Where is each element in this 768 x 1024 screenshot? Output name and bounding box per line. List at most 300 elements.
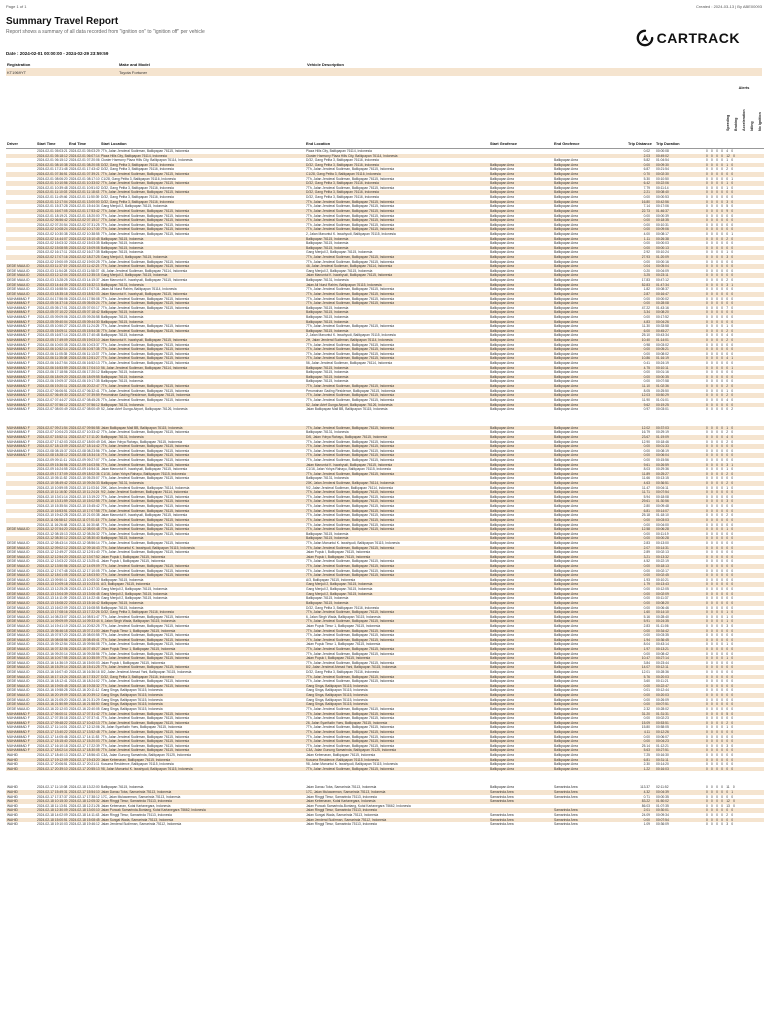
cell-trip-distance: 5.30: [643, 176, 650, 181]
cell-start-location: 7Th, Jalan Jenderal Sudirman, Balikpapan 76115, Indonesia: [101, 683, 190, 688]
alert-column: [748, 91, 756, 133]
cell-end-geofence: Balikpapan Area: [554, 660, 579, 665]
cell-start-location: Balikpapan 76131, Indonesia: [101, 481, 144, 486]
cell-alert-counts: 0 0 0 0 0 0: [706, 665, 734, 670]
cell-end-time: 2024-02-06 19:17:35: [69, 379, 100, 384]
cell-start-time: 2024-02-02 15:03:32: [37, 241, 68, 246]
cell-trip-distance: 4.00: [643, 231, 650, 236]
cell-end-geofence: Balikpapan Area: [554, 278, 579, 283]
cell-alert-counts: 0 0 0 0 0 0: [706, 559, 734, 564]
cell-start-geofence: Balikpapan Area: [490, 241, 515, 246]
cell-trip-duration: 00:07:54: [656, 490, 669, 495]
cell-end-time: 2024-02-15 08:45:41: [69, 637, 100, 642]
cell-end-time: 2024-02-14 08:51:47: [69, 614, 100, 619]
cell-trip-duration: 00:02:23: [656, 716, 669, 721]
cell-end-geofence: Balikpapan Area: [554, 176, 579, 181]
cell-trip-distance: 8.03: [643, 467, 650, 472]
cell-end-time: 2024-02-16 15:00:03: [69, 660, 100, 665]
cell-end-time: 2024-02-07 10:33:42: [69, 430, 100, 435]
cell-alert-counts: 0 0 0 0 1 0: [706, 388, 734, 393]
cell-start-time: 2024-02-02 06:56:42: [37, 218, 68, 223]
cell-end-location: D/32, Gang Pelita 3, Balikpapan 76116, Indonesia: [306, 158, 379, 163]
cell-trip-distance: 1.09: [643, 822, 650, 827]
cell-driver: MUHAMMAD F: [7, 324, 30, 329]
cell-trip-duration: 01:20:09: [656, 255, 669, 260]
cell-start-geofence: Balikpapan Area: [490, 670, 515, 675]
cell-end-location: 7Th, Jalan Jenderal Sudirman, Balikpapan 76115, Indonesia: [306, 619, 395, 624]
cell-end-location: 7Th, Jalan Jenderal Sudirman, Balikpapan 76115, Indonesia: [306, 425, 395, 430]
cell-start-time: 2024-02-15 08:08:56: [37, 637, 68, 642]
cell-start-location: C1/28, Gang Pelita 3, Balikpapan 76116, Indonesia: [101, 176, 176, 181]
cell-end-geofence: Balikpapan Area: [554, 531, 579, 536]
cell-driver: MUHAMMAD F: [7, 319, 30, 324]
table-row: [6, 767, 764, 772]
cell-trip-duration: 01:43:16: [656, 305, 669, 310]
cell-trip-duration: 00:00:53: [656, 195, 669, 200]
cell-end-geofence: Balikpapan Area: [554, 706, 579, 711]
cell-trip-duration: 00:11:21: [656, 679, 669, 684]
cell-start-location: Balikpapan 76115, Indonesia: [101, 241, 144, 246]
cell-start-location: Balikpapan 76131, Indonesia: [101, 434, 144, 439]
cell-end-time: 2024-02-10 05:25:07: [69, 476, 100, 481]
cell-driver: DEDE MAULID: [7, 527, 30, 532]
cell-start-location: Jalan Pupuk I, Balikpapan 76115, Indonesia: [101, 554, 166, 559]
cell-start-geofence: Balikpapan Area: [490, 679, 515, 684]
cell-end-time: 2024-02-05 07:00:17: [69, 305, 100, 310]
cell-trip-distance: 0.00: [643, 573, 650, 578]
cell-trip-distance: 0.00: [643, 347, 650, 352]
cell-start-geofence: Balikpapan Area: [490, 683, 515, 688]
cell-end-geofence: Balikpapan Area: [554, 218, 579, 223]
cell-trip-distance: 1.60: [643, 610, 650, 615]
cell-start-time: 2024-02-05 09:40:04: [37, 319, 68, 324]
cell-end-geofence: Balikpapan Area: [554, 587, 579, 592]
cell-start-location: 7Th, Jalan Jenderal Sudirman, Balikpapan 76115, Indonesia: [101, 149, 190, 153]
cell-end-location: 7Th, Jalan Jenderal Sudirman, Balikpapan 76115, Indonesia: [306, 628, 395, 633]
cell-alert-counts: 0 0 0 0 3 1: [706, 462, 734, 467]
cell-start-location: Balikpapan 76115, Indonesia: [101, 374, 144, 379]
cell-trip-duration: 00:00:03: [656, 241, 669, 246]
cell-end-location: Balikpapan 76115, Indonesia: [306, 305, 349, 310]
cell-driver: MUHAMMAD F: [7, 743, 30, 748]
cell-start-location: Gang Menjuli 2, Balikpapan 76115, Indonesia: [101, 273, 168, 278]
cell-start-location: 6, Jalan Singh Wada, Balikpapan 76115, Indonesia: [101, 619, 176, 624]
cell-start-geofence: Balikpapan Area: [490, 264, 515, 269]
cell-end-location: 7Th, Jalan Jenderal Sudirman, Balikpapan 76115, Indonesia: [306, 711, 395, 716]
cell-end-time: 2024-02-11 16:30:48: [69, 522, 100, 527]
cell-trip-distance: 2.89: [643, 550, 650, 555]
cell-start-time: 2024-02-01 05:18:12: [37, 153, 68, 158]
cell-end-geofence: Balikpapan Area: [554, 324, 579, 329]
cell-trip-duration: 00:04:11: [656, 485, 669, 490]
cell-start-geofence: Balikpapan Area: [490, 245, 515, 250]
cell-alert-counts: 0 0 0 0 1 0: [706, 162, 734, 167]
cell-alert-counts: 0 0 0 0 0 1: [706, 176, 734, 181]
cell-driver: WAHID: [7, 817, 18, 822]
cell-start-geofence: Samarinda Area: [490, 817, 514, 822]
cell-start-geofence: Balikpapan Area: [490, 725, 515, 730]
cell-trip-duration: 01:46:37: [656, 208, 669, 213]
cell-end-geofence: Balikpapan Area: [554, 250, 579, 255]
cell-end-geofence: Balikpapan Area: [554, 651, 579, 656]
cell-start-location: D/32, Gang Pelita 3, Balikpapan 76116, Indonesia: [101, 167, 174, 172]
cell-alert-counts: 0 0 0 0 2 0: [706, 337, 734, 342]
cell-start-location: 7Th, Jalan Jenderal Sudirman, Balikpapan 76115, Indonesia: [101, 637, 190, 642]
cell-end-geofence: Balikpapan Area: [554, 568, 579, 573]
cell-driver: WAHID: [7, 799, 18, 804]
cell-start-geofence: Balikpapan Area: [490, 642, 515, 647]
cell-driver: MUHAMMAD F: [7, 393, 30, 398]
cell-trip-duration: 00:13:15: [656, 476, 669, 481]
cell-end-location: 6, Jalan Singh Wada, Balikpapan 76115, Indonesia: [306, 614, 381, 619]
cell-start-geofence: Balikpapan Area: [490, 600, 515, 605]
cell-end-geofence: Balikpapan Area: [554, 646, 579, 651]
cell-start-time: 2024-02-11 16:26:48: [37, 522, 68, 527]
cell-end-location: Balikpapan 76115, Indonesia: [306, 596, 349, 601]
cell-end-time: 2024-02-12 12:51:40: [69, 550, 100, 555]
cell-start-location: 7Th, Jalan Jenderal Sudirman, Balikpapan 76115, Indonesia: [101, 458, 190, 462]
cell-alert-counts: 0 0 0 0 0 0: [706, 766, 734, 771]
cell-trip-duration: 00:28:40: [656, 614, 669, 619]
cell-start-geofence: Balikpapan Area: [490, 623, 515, 628]
cell-end-geofence: Balikpapan Area: [554, 702, 579, 707]
cell-start-location: 7Th, Jalan Jenderal Sudirman, Balikpapan 76115, Indonesia: [101, 720, 190, 725]
cell-start-time: 2024-02-10 08:49:42: [37, 481, 68, 486]
cell-alert-counts: 0 0 0 0 4 0: [706, 397, 734, 402]
cell-end-location: 7Th, Jalan Jenderal Sudirman, Balikpapan 76115, Indonesia: [306, 351, 395, 356]
page-break-gap: [6, 771, 764, 785]
cell-start-location: Balikpapan 76115, Indonesia: [101, 370, 144, 375]
cell-trip-distance: 0.00: [643, 536, 650, 541]
cell-alert-counts: 0 0 0 0 3 1: [706, 282, 734, 287]
cell-end-location: 7Th, Jalan Jenderal Sudirman, Balikpapan 76115, Indonesia: [306, 729, 395, 734]
cell-end-location: 7Th, Jalan Jenderal Sudirman, Balikpapan 76115, Indonesia: [306, 706, 395, 711]
cell-start-time: 2024-02-01 12:17:04: [37, 199, 68, 204]
cell-start-geofence: Balikpapan Area: [490, 490, 515, 495]
cell-end-location: 7Th, Jalan Jenderal Sudirman, Balikpapan 76115, Indonesia: [306, 471, 395, 476]
cell-start-location: 9/2, Jalan Jenderal Sudirman, Balikpapan 76114, Indonesia: [101, 490, 189, 495]
cell-driver: DEDE MAULID: [7, 610, 30, 615]
cell-end-geofence: Balikpapan Area: [554, 347, 579, 352]
cell-end-geofence: Balikpapan Area: [554, 342, 579, 347]
cell-start-location: 7Th, Jalan Jenderal Sudirman, Balikpapan 76115, Indonesia: [101, 448, 190, 453]
cell-alert-counts: 0 0 0 0 0 0: [706, 808, 734, 813]
cell-end-geofence: Balikpapan Area: [554, 748, 579, 753]
cell-trip-duration: 00:03:03: [656, 517, 669, 522]
cell-trip-duration: 00:00:02: [656, 296, 669, 301]
cell-start-location: Balikpapan 76131, Indonesia: [101, 402, 144, 407]
cell-end-time: 2024-02-01 07:20:06: [69, 158, 100, 163]
cell-end-location: Balikpapan 76115, Indonesia: [306, 245, 349, 250]
cell-alert-counts: 0 0 0 0 0 0: [706, 314, 734, 319]
cell-start-geofence: Balikpapan Area: [490, 282, 515, 287]
cell-end-location: 7Th, Jalan Jenderal Sudirman, Balikpapan 76115, Indonesia: [306, 218, 395, 223]
cell-end-time: 2024-02-07 07:56:12: [69, 402, 100, 407]
cell-trip-distance: 11.66: [641, 476, 650, 481]
cell-end-location: Jalan Balikpapan Mall BB, Balikpapan 76115, Indonesia: [306, 407, 388, 412]
cell-alert-counts: 0 0 0 0 0 0: [706, 596, 734, 601]
cell-start-geofence: Balikpapan Area: [490, 287, 515, 292]
cell-end-location: Balikpapan 76115, Indonesia: [306, 536, 349, 541]
cell-alert-counts: 0 0 0 0 0 0: [706, 458, 734, 462]
cell-start-location: Kusuma Residence, Balikpapan 76115, Indonesia: [101, 762, 174, 767]
vehicle-info-row: [6, 68, 762, 76]
cell-end-geofence: Balikpapan Area: [554, 753, 579, 757]
cell-alert-counts: 0 0 0 0 3 0: [706, 822, 734, 827]
cell-start-geofence: Balikpapan Area: [490, 181, 515, 186]
cell-start-time: 2024-02-01 10:39:48: [37, 185, 68, 190]
cell-end-location: Plaza Hills City, Balikpapan 76114, Indonesia: [306, 149, 372, 153]
cell-trip-distance: 4.11: [643, 729, 650, 734]
cell-trip-duration: 00:22:06: [656, 181, 669, 186]
cell-end-location: Jalan Kebenaran, Kutai Kartanegara, Indonesia: [306, 799, 376, 804]
cell-start-time: 2024-02-05 09:09:06: [37, 314, 68, 319]
cell-start-geofence: Balikpapan Area: [490, 471, 515, 476]
cell-trip-duration: 00:03:35: [656, 633, 669, 638]
cell-driver: DEDE MAULID: [7, 665, 30, 670]
cell-start-geofence: Balikpapan Area: [490, 462, 515, 467]
cell-trip-duration: 00:45:27: [656, 328, 669, 333]
cell-start-location: 7Th, Jalan Jenderal Sudirman, Balikpapan 76115, Indonesia: [101, 444, 190, 449]
cell-start-geofence: Balikpapan Area: [490, 384, 515, 389]
cell-trip-distance: 12.03: [641, 393, 650, 398]
cell-alert-counts: 0 0 0 0 0 0: [706, 697, 734, 702]
cell-start-time: 2024-02-06 19:20:11: [37, 384, 68, 389]
cell-alert-counts: 0 0 0 0 1 0: [706, 425, 734, 430]
cell-start-time: 2024-02-05 17:49:09: [37, 337, 68, 342]
cell-end-time: 2024-02-15 08:00:55: [69, 633, 100, 638]
cell-trip-distance: 0.00: [643, 739, 650, 744]
cell-end-geofence: Balikpapan Area: [554, 388, 579, 393]
cell-end-location: Jalan Manuntul K. Iswahyudi, Balikpapan 76115, Indonesia: [306, 462, 393, 467]
cell-driver: DEDE MAULID: [7, 702, 30, 707]
cell-driver: MUHAMMAD F: [7, 361, 30, 366]
cell-end-time: 2024-02-17 15:20:03: [69, 739, 100, 744]
cell-trip-duration: 00:33:58: [656, 324, 669, 329]
cell-trip-duration: 00:25:27: [656, 471, 669, 476]
cell-end-location: Balikpapan 76115, Indonesia: [306, 365, 349, 370]
cell-trip-duration: 00:23:11: [656, 273, 669, 278]
cell-driver: WAHID: [7, 790, 18, 795]
cell-end-location: 7Th, Jalan Jenderal Sudirman, Balikpapan 76115, Indonesia: [306, 255, 395, 260]
cell-start-location: D/32, Gang Pelita 3, Balikpapan 76116, Indonesia: [101, 674, 174, 679]
cell-trip-duration: 00:08:20: [656, 310, 669, 315]
cell-driver: DEDE MAULID: [7, 273, 30, 278]
cell-trip-distance: 11.47: [641, 485, 650, 490]
cell-end-geofence: Balikpapan Area: [554, 481, 579, 486]
cell-end-location: 17C, Jalan Mulawarman, Samarinda 75113, Indonesia: [306, 790, 386, 795]
cell-alert-counts: 0 0 0 0 2 0: [706, 328, 734, 333]
cell-start-location: 52, Jalan Arief Gunga Airport, Balikpapan 76126, Indonesia: [101, 407, 188, 412]
cell-end-location: Jalan Pupuk I, Balikpapan 76115, Indonesia: [306, 554, 371, 559]
cell-trip-distance: 0.00: [643, 374, 650, 379]
cell-end-location: 7Th, Jalan Jenderal Sudirman, Balikpapan 76115, Indonesia: [306, 439, 395, 444]
cell-end-geofence: Balikpapan Area: [554, 683, 579, 688]
cell-trip-distance: 3.21: [643, 554, 650, 559]
cell-start-geofence: Balikpapan Area: [490, 268, 515, 273]
cell-end-time: 2024-02-09 16:54:31: [69, 467, 100, 472]
cell-trip-distance: 17.83: [641, 278, 650, 283]
cell-end-time: 2024-02-07 09:56:58: [69, 425, 100, 430]
cell-end-location: 7Th, Jalan Jenderal Sudirman, Balikpapan 76115, Indonesia: [306, 716, 395, 721]
cell-trip-distance: 113.37: [640, 785, 650, 790]
cell-alert-counts: 0 0 0 0 0 0: [706, 646, 734, 651]
cell-trip-duration: 00:00:16: [656, 259, 669, 264]
cell-end-geofence: Balikpapan Area: [554, 471, 579, 476]
cell-end-location: 7Th, Jalan Jenderal Sudirman, Balikpapan 76115, Indonesia: [306, 499, 395, 504]
cell-alert-counts: 0 0 0 0 4 0: [706, 149, 734, 153]
cell-end-time: 2024-02-13 10:00:32: [69, 577, 100, 582]
cell-end-geofence: Balikpapan Area: [554, 670, 579, 675]
cell-end-time: 2024-02-11 07:01:15: [69, 517, 100, 522]
cell-trip-distance: 0.00: [643, 531, 650, 536]
cell-trip-duration: 00:14:10: [656, 610, 669, 615]
cell-start-geofence: Balikpapan Area: [490, 319, 515, 324]
cell-end-time: 2024-02-01 05:03:29: [69, 149, 100, 153]
cell-start-geofence: Balikpapan Area: [490, 430, 515, 435]
cell-end-time: 2024-02-01 18:20:00: [69, 213, 100, 218]
cell-start-geofence: Balikpapan Area: [490, 711, 515, 716]
cell-trip-distance: 0.71: [643, 794, 650, 799]
cell-end-geofence: Balikpapan Area: [554, 374, 579, 379]
cell-end-location: 7Th, Jalan Jenderal Sudirman, Balikpapan 76115, Indonesia: [306, 522, 395, 527]
cell-trip-duration: 00:12:11: [656, 665, 669, 670]
cell-start-time: 2024-02-09 16:24:55: [37, 467, 68, 472]
cell-start-time: 2024-02-16 14:36:19: [37, 660, 68, 665]
cell-start-location: 7Th, Jalan Jenderal Sudirman, Balikpapan 76115, Indonesia: [101, 550, 190, 555]
cell-end-time: 2024-02-13 12:37:33: [69, 587, 100, 592]
cell-trip-duration: 00:20:03: [656, 674, 669, 679]
cell-end-geofence: Balikpapan Area: [554, 619, 579, 624]
cell-trip-duration: 00:08:40: [656, 190, 669, 195]
col-start-time: Start Time: [37, 142, 56, 146]
cell-end-location: 7Th, Jalan Jenderal Sudirman, Balikpapan 76115, Indonesia: [306, 287, 395, 292]
cell-start-time: 2024-02-10 10:59:05: [37, 485, 68, 490]
cell-start-time: 2024-02-01 11:49:46: [37, 195, 68, 200]
cell-alert-counts: 0 0 0 0 0 0: [706, 729, 734, 734]
cell-start-geofence: Balikpapan Area: [490, 591, 515, 596]
cell-driver: WAHID: [7, 757, 18, 762]
cell-trip-duration: 00:50:29: [656, 393, 669, 398]
cell-end-time: 2024-02-12 08:00:48: [69, 527, 100, 532]
cell-end-location: 7Th, Jalan Jenderal Sudirman, Balikpapan 76115, Indonesia: [306, 766, 395, 771]
cell-end-time: 2024-02-05 17:40:48: [69, 333, 100, 338]
cell-trip-duration: 00:31:11: [656, 757, 669, 762]
cell-alert-counts: 0 0 0 0 0 0: [706, 361, 734, 366]
cell-alert-counts: 0 0 0 0 0 0: [706, 268, 734, 273]
cell-alert-counts: 0 0 0 0 1 0: [706, 642, 734, 647]
cell-start-location: 7Th, Jalan Jenderal Sudirman, Balikpapan 76115, Indonesia: [101, 527, 190, 532]
cell-alert-counts: 0 0 0 0 0 0: [706, 264, 734, 269]
cell-end-time: 2024-02-01 08:17:10: [69, 176, 100, 181]
cell-driver: DEDE MAULID: [7, 564, 30, 569]
cell-alert-counts: 0 0 0 0 0 0: [706, 688, 734, 693]
cell-trip-distance: 0.41: [643, 361, 650, 366]
cell-start-geofence: Balikpapan Area: [490, 633, 515, 638]
cell-end-time: 2024-02-18 12:21:26: [69, 803, 100, 808]
cell-trip-duration: 00:34:42: [656, 628, 669, 633]
cell-trip-distance: 0.00: [643, 379, 650, 384]
cell-trip-distance: 0.00: [643, 564, 650, 569]
cell-trip-distance: 3.34: [643, 310, 650, 315]
cell-start-time: 2024-02-16 18:12:41: [37, 679, 68, 684]
cell-end-time: 2024-02-01 13:00:00: [69, 199, 100, 204]
cell-start-location: 7Th, Jalan Jenderal Sudirman, Balikpapan 76115, Indonesia: [101, 259, 190, 264]
cell-end-location: Balikpapan 76115, Indonesia: [306, 531, 349, 536]
cell-trip-duration: 00:06:04: [656, 453, 669, 458]
cell-start-time: 2024-02-16 19:58:28: [37, 688, 68, 693]
cell-end-time: 2024-02-09 09:27:07: [69, 458, 100, 462]
cell-driver: MUHAMMAD F: [7, 301, 30, 306]
cell-trip-distance: 15.80: [641, 725, 650, 730]
cell-trip-distance: 10.86: [641, 356, 650, 361]
cell-end-location: 7Th, Jalan Jenderal Sudirman, Balikpapan 76115, Indonesia: [306, 324, 395, 329]
cell-start-location: Jalan Manuntul K. Iswahyudi, Balikpapan 76115, Indonesia: [101, 513, 188, 518]
cell-start-time: 2024-02-13 16:02:09: [37, 605, 68, 610]
cell-end-location: Jalan Pupuk I, Balikpapan 76115, Indonesia: [306, 550, 371, 555]
cell-alert-counts: 0 0 0 0 0 0: [706, 517, 734, 522]
cell-trip-distance: 0.00: [643, 605, 650, 610]
cell-trip-distance: 1.22: [643, 766, 650, 771]
cell-end-time: 2024-02-16 10:35:09: [69, 656, 100, 661]
cell-alert-counts: 0 0 0 0 0 0: [706, 817, 734, 822]
cell-end-location: Jalan Pupuk Timur 1, Balikpapan 76115, Indonesia: [306, 623, 381, 628]
cell-end-geofence: Balikpapan Area: [554, 185, 579, 190]
cell-alert-counts: 0 0 0 0 3 0: [706, 199, 734, 204]
cell-alert-counts: 0 0 0 0 0 0: [706, 734, 734, 739]
cell-end-location: 7Th, Jalan Jenderal Sudirman, Balikpapan 76115, Indonesia: [306, 679, 395, 684]
cell-end-time: 2024-02-17 20:55:13: [69, 766, 100, 771]
cell-start-time: 2024-02-08 18:28:12: [37, 453, 68, 458]
cell-trip-duration: 00:17:52: [656, 314, 669, 319]
cell-start-time: 2024-02-13 10:09:18: [37, 582, 68, 587]
cell-driver: DEDE MAULID: [7, 688, 30, 693]
cell-trip-distance: 25.14: [641, 743, 650, 748]
cell-trip-duration: 00:26:09: [656, 697, 669, 702]
cell-alert-counts: 0 0 0 0 3 0: [706, 499, 734, 504]
cell-trip-duration: 00:02:45: [656, 573, 669, 578]
cell-end-geofence: Balikpapan Area: [554, 725, 579, 730]
cell-trip-distance: 0.00: [643, 162, 650, 167]
cell-alert-counts: 0 0 0 0 0 0: [706, 545, 734, 550]
cell-start-location: 7Th, Jalan Jenderal Sudirman, Balikpapan 76115, Indonesia: [101, 462, 190, 467]
cell-trip-distance: 5.76: [643, 674, 650, 679]
created-info: Created : 2024-03-13 | By ABE00093: [696, 4, 762, 9]
cell-start-geofence: Balikpapan Area: [490, 550, 515, 555]
cell-end-time: 2024-02-03 17:07:31: [69, 287, 100, 292]
cell-alert-counts: 0 0 0 0 0 0: [706, 674, 734, 679]
cell-alert-counts: 0 0 0 0 0 0: [706, 273, 734, 278]
cell-trip-duration: 00:01:33: [656, 444, 669, 449]
cell-end-location: 7Th, Jalan Jenderal Sudirman, Balikpapan 76115, Indonesia: [306, 397, 395, 402]
cell-end-geofence: Balikpapan Area: [554, 554, 579, 559]
cell-end-location: 7Th, Jalan Jenderal Sudirman, Balikpapan 76115, Indonesia: [306, 384, 395, 389]
cell-start-time: 2024-02-06 11:35:08: [37, 356, 68, 361]
cell-driver: DEDE MAULID: [7, 679, 30, 684]
report-subtitle: Report shows a summary of all data recorded from "ignition on" to "ignition off" per vehicle: [6, 29, 205, 35]
cell-alert-counts: 0 0 0 0 0 0: [706, 494, 734, 499]
cell-end-location: Gang Menjuli 2, Balikpapan 76115, Indonesia: [306, 582, 373, 587]
cell-end-location: 7Th, Jalan Jenderal Sudirman, Balikpapan 76115, Indonesia: [306, 208, 395, 213]
cell-end-geofence: Balikpapan Area: [554, 208, 579, 213]
cell-trip-duration: 00:02:17: [656, 568, 669, 573]
cell-start-geofence: Balikpapan Area: [490, 785, 515, 790]
cell-trip-duration: 00:27:14: [656, 656, 669, 661]
registration-value: KT1969YT: [7, 69, 27, 75]
cell-start-time: 2024-02-18 10:15:30: [37, 799, 68, 804]
cell-end-geofence: Balikpapan Area: [554, 527, 579, 532]
cell-start-time: 2024-02-17 20:06:51: [37, 762, 68, 767]
